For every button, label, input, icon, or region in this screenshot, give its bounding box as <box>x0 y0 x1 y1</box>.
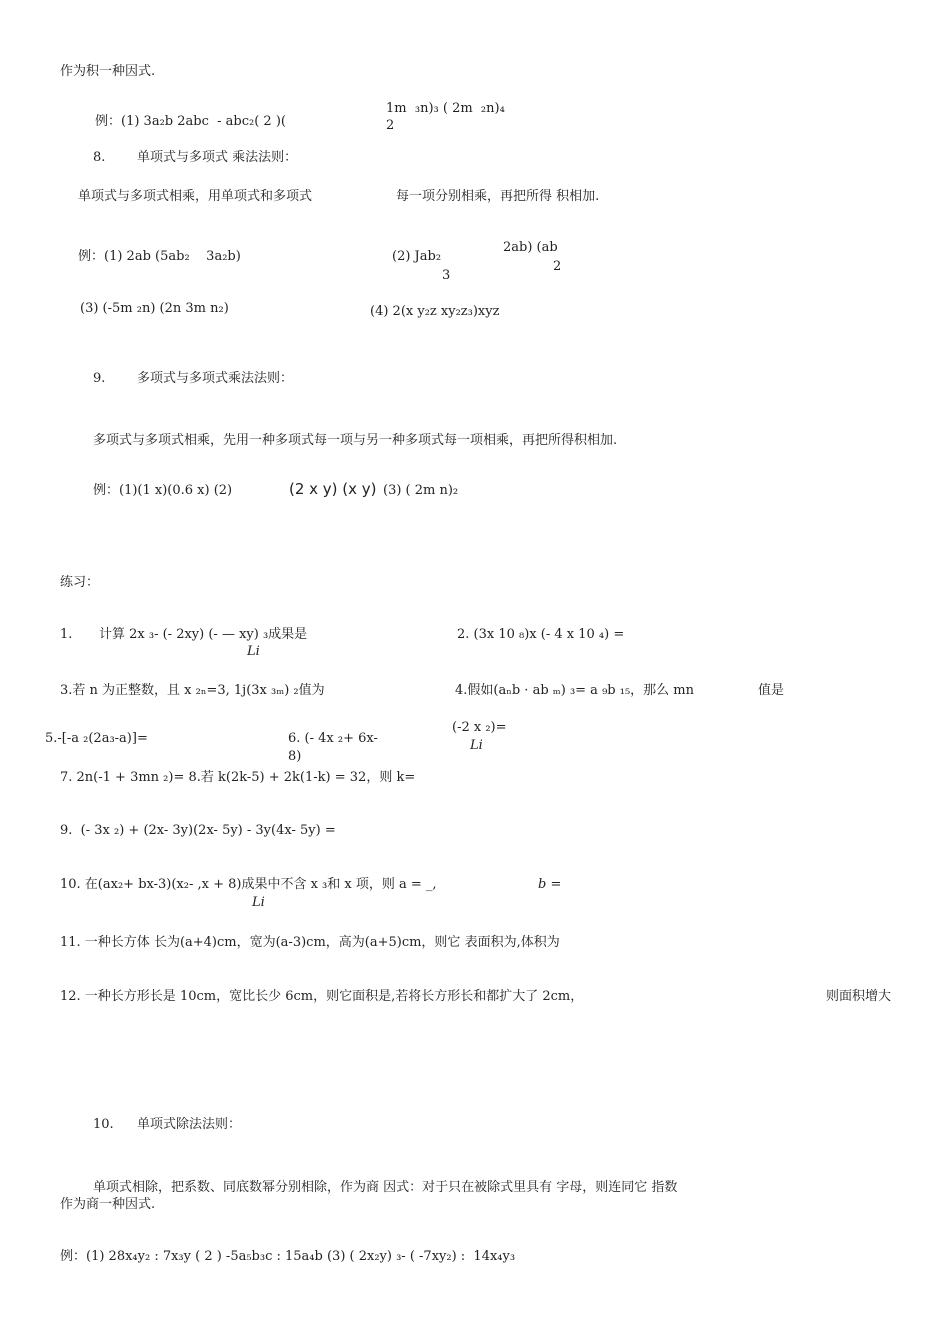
example-line: 例：(1)(1 x)(0.6 x) (2) <box>93 483 233 498</box>
question: 8) <box>288 749 302 764</box>
question: b = <box>538 877 562 892</box>
section-number: 10. <box>93 1117 114 1132</box>
section-title: 单项式与多项式 乘法法则： <box>137 150 298 165</box>
text-line: 作为积一种因式. <box>60 64 156 79</box>
question: 计算 2x ₃- (- 2xy) (- — xy) ₃成果是 <box>99 627 308 642</box>
fraction-top: 1m ₃n)₃ ( 2m ₂n)₄ <box>386 101 505 116</box>
section-number: 9. <box>93 371 106 386</box>
example-line: 例：(1) 2ab (5ab₂ 3a₂b) <box>78 249 241 264</box>
section-number: 8. <box>93 150 106 165</box>
question: 7. 2n(-1 + 3mn ₂)= 8.若 k(2k-5) + 2k(1-k) = 32，则 k= <box>60 770 416 785</box>
question: 值是 <box>758 683 785 698</box>
rule-text: 每一项分别相乘，再把所得 积相加. <box>396 189 600 204</box>
rule-text: 单项式与多项式相乘，用单项式和多项式 <box>78 189 313 204</box>
question-subscript: Li <box>247 644 260 659</box>
question: 9. (- 3x ₂) + (2x- 3y)(2x- 5y) - 3y(4x- 5y) = <box>60 823 336 838</box>
question-number: 1. <box>60 627 73 642</box>
question: 5.-[-a ₂(2a₃-a)]= <box>45 731 148 746</box>
practice-title: 练习： <box>60 575 100 590</box>
example-line: (2) Jab₂ <box>392 249 442 264</box>
question: 2. (3x 10 ₈)x (- 4 x 10 ₄) = <box>457 627 625 642</box>
rule-text: 作为商一种因式. <box>60 1197 156 1212</box>
question-subscript: Li <box>470 738 483 753</box>
example-line: (3) (-5m ₂n) (2n 3m n₂) <box>80 301 229 316</box>
question-subscript: Li <box>252 895 265 910</box>
question: 10. 在(ax₂+ bx-3)(x₂- ,x + 8)成果中不含 x ₃和 x 项，则 a = _, <box>60 877 437 892</box>
question: 则面积增大 <box>826 989 892 1004</box>
example-line: (3) ( 2m n)₂ <box>383 483 459 498</box>
example-line: 例：(1) 28x₄y₂ : 7x₃y ( 2 ) -5a₅b₃c : 15a₄b (3) ( 2x₂y) ₃- ( -7xy₂) : 14x₄y₃ <box>60 1249 516 1264</box>
question: 6. (- 4x ₂+ 6x- <box>288 731 378 746</box>
question: (-2 x ₂)= <box>452 720 507 735</box>
section-title: 单项式除法法则： <box>137 1117 242 1132</box>
fraction-bottom: 2 <box>386 118 395 133</box>
example-line: 例：(1) 3a₂b 2abc - abc₂( 2 )( <box>95 114 286 129</box>
example-expression: (2 x y) (x y) <box>289 480 377 498</box>
question: 4.假如(aₙb · ab ₘ) ₃= a ₉b ₁₅，那么 mn <box>455 683 694 698</box>
fraction-bottom: 2 <box>553 259 562 274</box>
question: 3.若 n 为正整数，且 x ₂ₙ=3, 1j(3x ₃ₘ) ₂值为 <box>60 683 325 698</box>
section-title: 多项式与多项式乘法法则： <box>137 371 294 386</box>
example-line: (4) 2(x y₂z xy₂z₃)xyz <box>370 304 500 319</box>
question: 11. 一种长方体 长为(a+4)cm，宽为(a-3)cm，高为(a+5)cm，则它 表面积为,体积为 <box>60 935 560 950</box>
rule-text: 单项式相除，把系数、同底数幂分别相除，作为商 因式：对于只在被除式里具有 字母，则连同它 指数 <box>93 1180 678 1195</box>
example-line: 2ab) (ab <box>503 240 558 255</box>
rule-text: 多项式与多项式相乘，先用一种多项式每一项与另一种多项式每一项相乘，再把所得积相加. <box>93 433 618 448</box>
fraction-bottom: 3 <box>442 268 451 283</box>
question: 12. 一种长方形长是 10cm，宽比长少 6cm，则它面积是,若将长方形长和都扩大了 2cm， <box>60 989 584 1004</box>
